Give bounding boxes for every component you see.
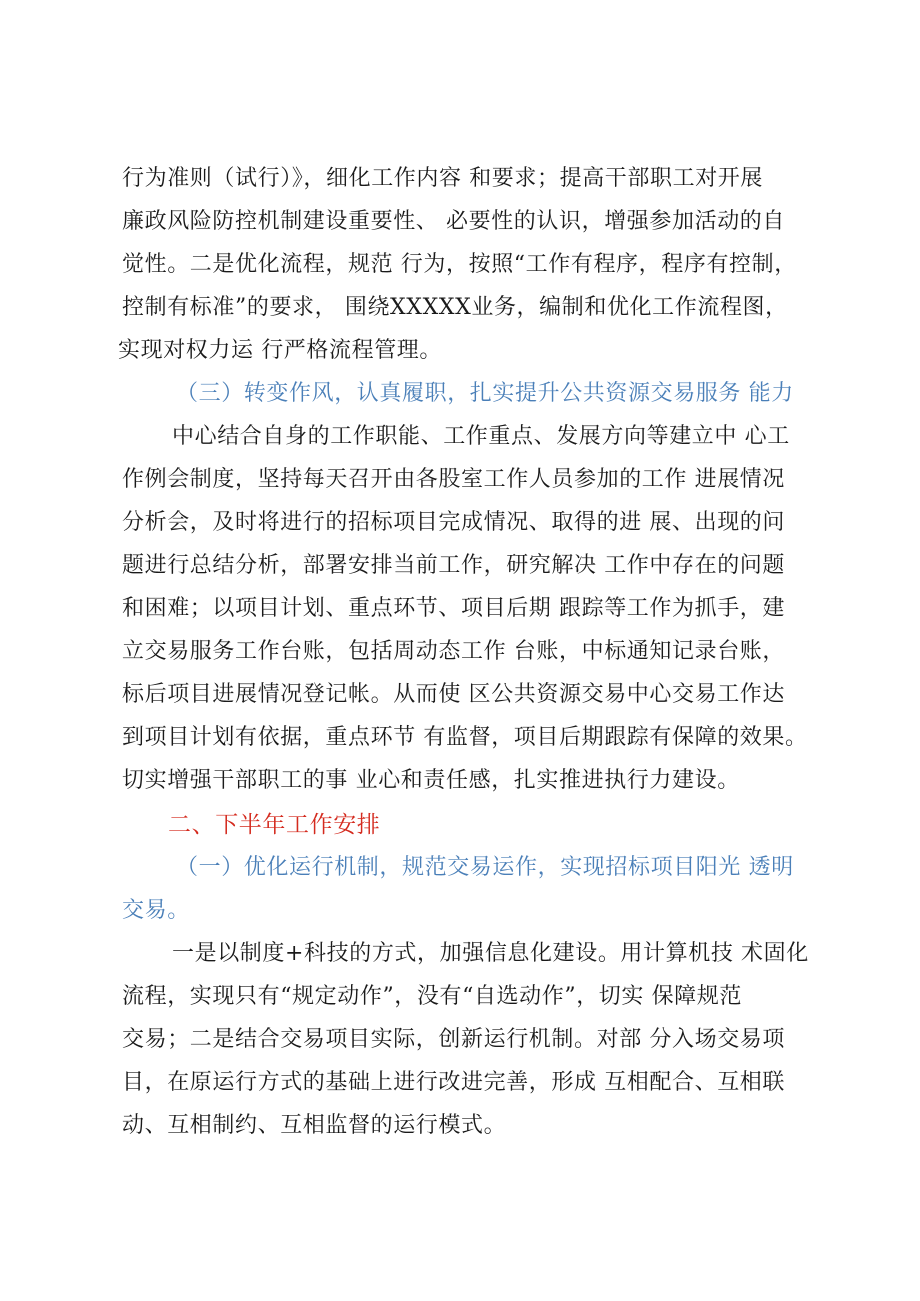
para3-line-2: 流程，实现只有“规定动作”，没有“自选动作”，切实 保障规范 — [122, 984, 742, 1009]
para2-line-7: 标后项目进展情况登记帐。从而使 区公共资源交易中心交易工作达 — [122, 682, 785, 707]
para2-line-3: 分析会，及时将进行的招标项目完成情况、取得的进 展、出现的问 — [122, 510, 785, 535]
para1-line-3: 觉性。二是优化流程，规范 行为，按照“工作有程序，程序有控制， — [122, 252, 797, 277]
para3-line-4: 目，在原运行方式的基础上进行改进完善，形成 互相配合、互相联 — [122, 1070, 785, 1095]
para3-line-5: 动、互相制约、互相监督的运行模式。 — [122, 1113, 507, 1138]
para3-line-1: 一是以制度+科技的方式，加强信息化建设。用计算机技 术固化 — [172, 941, 809, 966]
para2-line-2: 作例会制度，坚持每天召开由各股室工作人员参加的工作 进展情况 — [122, 467, 785, 492]
para2-line-4: 题进行总结分析，部署安排当前工作，研究解决 工作中存在的问题 — [122, 553, 785, 578]
para2-line-9: 切实增强干部职工的事 业心和责任感，扎实推进执行力建设。 — [122, 768, 740, 793]
para2-line-8: 到项目计划有依据，重点环节 有监督，项目后期跟踪有保障的效果。 — [122, 725, 808, 750]
para3-line-3: 交易；二是结合交易项目实际，创新运行机制。对部 分入场交易项 — [122, 1027, 785, 1052]
para1-line-5: 实现对权力运 行严格流程管理。 — [118, 338, 442, 363]
para1-line-1: 行为准则（试行）》，细化工作内容 和要求；提高干部职工对开展 — [122, 166, 763, 191]
subheading-1-line-1: （一）优化运行机制，规范交易运作，实现招标项目阳光 透明 — [176, 855, 794, 880]
section-heading-2: 二、下半年工作安排 — [168, 812, 381, 838]
para2-line-1: 中心结合自身的工作职能、工作重点、发展方向等建立中 心工 — [172, 424, 790, 449]
para1-line-2: 廉政风险防控机制建设重要性、 必要性的认识，增强参加活动的自 — [122, 209, 785, 234]
subheading-1-line-2: 交易。 — [122, 898, 190, 923]
subheading-3: （三）转变作风，认真履职，扎实提升公共资源交易服务 能力 — [176, 381, 794, 406]
para2-line-6: 立交易服务工作台账，包括周动态工作 台账，中标通知记录台账， — [122, 639, 785, 664]
para2-line-5: 和困难；以项目计划、重点环节、项目后期 跟踪等工作为抓手，建 — [122, 596, 785, 621]
para1-line-4: 控制有标准”的要求， 围绕XXXXX业务，编制和优化工作流程图， — [122, 295, 788, 320]
